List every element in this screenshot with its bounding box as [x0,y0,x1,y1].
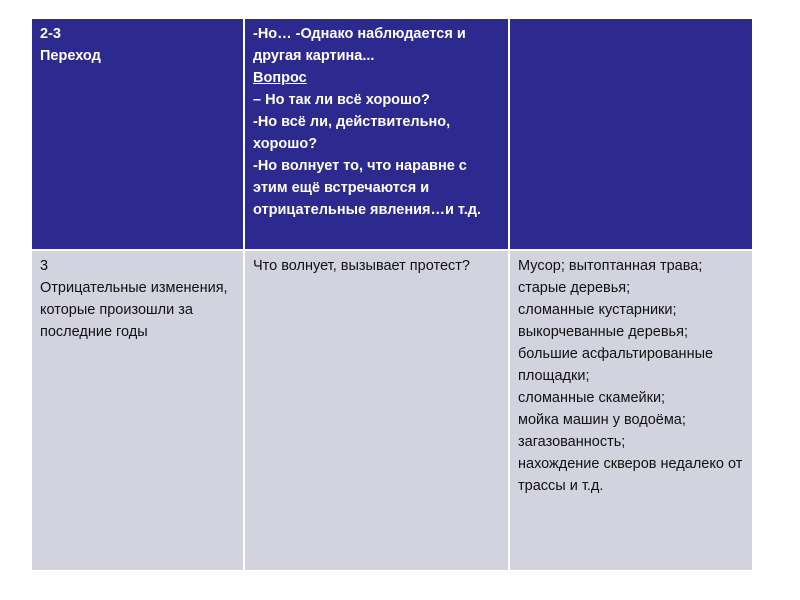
stage-title: Переход [40,48,101,64]
students-cell [509,18,753,250]
student-answer: сломанные кустарники; [518,302,677,318]
teacher-line: -Но… -Однако наблюдается и другая картина... [253,26,466,64]
students-cell [509,250,753,571]
student-answer: выкорчеванные деревья; [518,324,688,340]
student-answer: нахождение скверов недалеко от трассы и т.д. [518,456,743,494]
student-answer: мойка машин у водоёма; [518,412,686,428]
stage-title: Отрицательные изменения, которые произошли за последние годы [40,280,228,340]
stage-number: 3 [40,258,49,274]
teacher-line: Что волнует, вызывает протест? [253,258,470,274]
student-answer: сломанные скамейки; [518,390,666,406]
table-row [31,18,753,250]
teacher-line: -Но всё ли, действительно, хорошо? [253,114,451,152]
student-answer: большие асфальтированные площадки; [518,346,714,384]
student-answer: старые деревья; [518,280,631,296]
teacher-cell [244,18,509,250]
teacher-line: – Но так ли всё хорошо? [253,92,430,108]
lesson-table [30,17,754,572]
stage-cell [31,250,244,571]
table-row [31,250,753,571]
stage-cell [31,18,244,250]
student-answer: Мусор; вытоптанная трава; [518,258,703,274]
student-answer: загазованность; [518,434,626,450]
teacher-line: -Но волнует то, что наравне с этим ещё встречаются и отрицательные явления…и т.д. [253,158,481,218]
teacher-cell [244,250,509,571]
question-heading: Вопрос [253,70,307,86]
stage-number: 2-3 [40,26,61,42]
